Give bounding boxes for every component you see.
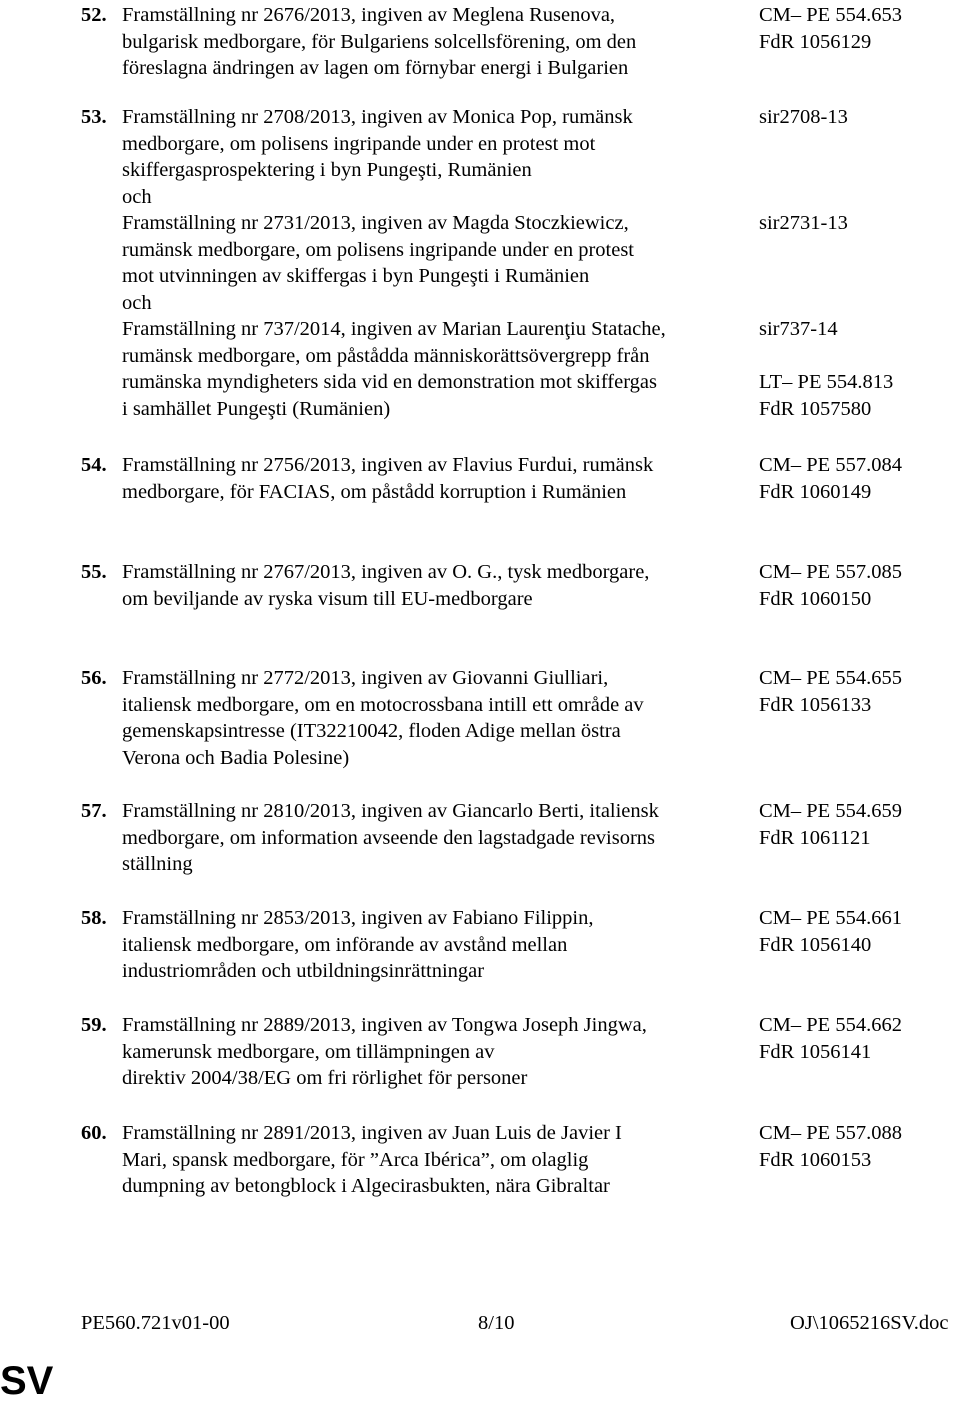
reference-sir: sir2731-13 [759, 212, 848, 234]
entry-line: rumänsk medborgare, om påstådda människorättsövergrepp från [122, 344, 650, 367]
reference-fdr: FdR 1060150 [759, 587, 872, 610]
reference-fdr: FdR 1056140 [759, 933, 872, 956]
entry-line: föreslagna ändringen av lagen om förnybar energi i Bulgarien [122, 57, 629, 79]
entry-line: medborgare, om polisens ingripande under en protest mot [122, 132, 596, 155]
entry-number: 60. [81, 1122, 107, 1144]
entry-text [122, 665, 742, 771]
entry-number: 56. [81, 667, 107, 689]
entry-line: Framställning nr 2772/2013, ingiven av Giovanni Giulliari, [122, 667, 609, 689]
entry-number: 54. [81, 454, 107, 476]
entry-text [122, 1120, 742, 1200]
entry-number: 55. [81, 561, 107, 583]
language-code: SV [0, 1359, 54, 1403]
footer-file-name: OJ\1065216SV.doc [790, 1312, 949, 1334]
entry-line: Framställning nr 2676/2013, ingiven av Meglena Rusenova, [122, 4, 616, 26]
reference-fdr: FdR 1056129 [759, 30, 872, 53]
entry-line: Framställning nr 2767/2013, ingiven av O. G., tysk medborgare, [122, 561, 650, 583]
entry-line: italiensk medborgare, om en motocrossbana intill ett område av [122, 693, 644, 716]
entry-references [759, 452, 902, 505]
entry-references [759, 559, 902, 612]
reference-cm: CM– PE 557.084 [759, 454, 902, 476]
entry-line: direktiv 2004/38/EG om fri rörlighet för personer [122, 1067, 528, 1089]
entry-line: Framställning nr 2889/2013, ingiven av Tongwa Joseph Jingwa, [122, 1014, 647, 1036]
entry-text [122, 104, 742, 422]
reference-cm: CM– PE 557.088 [759, 1122, 902, 1144]
entry-text [122, 559, 742, 612]
entry-text [122, 452, 742, 505]
reference-fdr: FdR 1060153 [759, 1148, 872, 1171]
reference-cm: CM– PE 554.659 [759, 800, 902, 822]
entry-number: 53. [81, 106, 107, 128]
entry-line: Framställning nr 2853/2013, ingiven av Fabiano Filippin, [122, 907, 594, 929]
entry-line: och [122, 185, 152, 208]
reference-fdr: FdR 1056133 [759, 693, 872, 716]
entry-line: mot utvinningen av skiffergas i byn Pungeşti i Rumänien [122, 265, 590, 287]
entry-line: skiffergasprospektering i byn Pungeşti, Rumänien [122, 159, 532, 181]
entry-line: Framställning nr 2756/2013, ingiven av Flavius Furdui, rumänsk [122, 454, 654, 476]
entry-line: Mari, spansk medborgare, för ”Arca Ibérica”, om olaglig [122, 1148, 589, 1171]
footer-document-reference: PE560.721v01-00 [81, 1312, 230, 1334]
entry-references [759, 798, 902, 851]
entry-text [122, 1012, 742, 1092]
entry-references [759, 1120, 902, 1173]
entry-line: rumänska myndigheters sida vid en demonstration mot skiffergas [122, 371, 657, 393]
entry-line: bulgarisk medborgare, för Bulgariens solcellsförening, om den [122, 30, 637, 53]
entry-text [122, 2, 742, 82]
entry-line: medborgare, för FACIAS, om påstådd korruption i Rumänien [122, 480, 627, 503]
entry-references [759, 905, 902, 958]
entry-line: industriområden och utbildningsinrättningar [122, 960, 485, 982]
reference-cm: CM– PE 554.661 [759, 907, 902, 929]
reference-fdr: FdR 1061121 [759, 826, 871, 849]
entry-line: Framställning nr 2891/2013, ingiven av Juan Luis de Javier I [122, 1122, 622, 1144]
reference-fdr: FdR 1057580 [759, 397, 872, 420]
entry-references [759, 665, 902, 718]
entry-number: 58. [81, 907, 107, 929]
reference-cm: CM– PE 554.653 [759, 4, 902, 26]
entry-line: gemenskapsintresse (IT32210042, floden Adige mellan östra [122, 720, 621, 742]
reference-cm: CM– PE 557.085 [759, 561, 902, 583]
entry-text [122, 798, 742, 878]
reference-cm: CM– PE 554.662 [759, 1014, 902, 1036]
entry-line: om beviljande av ryska visum till EU-medborgare [122, 587, 533, 610]
entry-line: medborgare, om information avseende den lagstadgade revisorns [122, 826, 656, 849]
entry-line: Verona och Badia Polesine) [122, 746, 350, 769]
entry-text [122, 905, 742, 985]
reference-cm: CM– PE 554.655 [759, 667, 902, 689]
entry-line: Framställning nr 2708/2013, ingiven av Monica Pop, rumänsk [122, 106, 633, 128]
entry-number: 57. [81, 800, 107, 822]
entry-line: Framställning nr 2731/2013, ingiven av Magda Stoczkiewicz, [122, 212, 629, 234]
entry-line: Framställning nr 737/2014, ingiven av Marian Laurenţiu Statache, [122, 318, 666, 340]
entry-references [759, 1012, 902, 1065]
reference-lt: LT– PE 554.813 [759, 371, 894, 393]
entry-line: Framställning nr 2810/2013, ingiven av Giancarlo Berti, italiensk [122, 800, 659, 822]
reference-sir: sir737-14 [759, 318, 838, 340]
entry-number: 59. [81, 1014, 107, 1036]
entry-number: 52. [81, 4, 107, 26]
entry-references [759, 2, 902, 55]
entry-line: ställning [122, 853, 193, 875]
reference-fdr: FdR 1060149 [759, 480, 872, 503]
entry-line: rumänsk medborgare, om polisens ingripande under en protest [122, 238, 634, 261]
reference-sir: sir2708-13 [759, 106, 848, 128]
entry-line: italiensk medborgare, om införande av avstånd mellan [122, 933, 568, 956]
entry-line: och [122, 291, 152, 314]
footer-page-number: 8/10 [478, 1312, 515, 1334]
entry-line: kamerunsk medborgare, om tillämpningen av [122, 1040, 495, 1063]
reference-fdr: FdR 1056141 [759, 1040, 872, 1063]
entry-line: i samhället Pungeşti (Rumänien) [122, 397, 391, 420]
entry-line: dumpning av betongblock i Algecirasbukten, nära Gibraltar [122, 1175, 610, 1197]
